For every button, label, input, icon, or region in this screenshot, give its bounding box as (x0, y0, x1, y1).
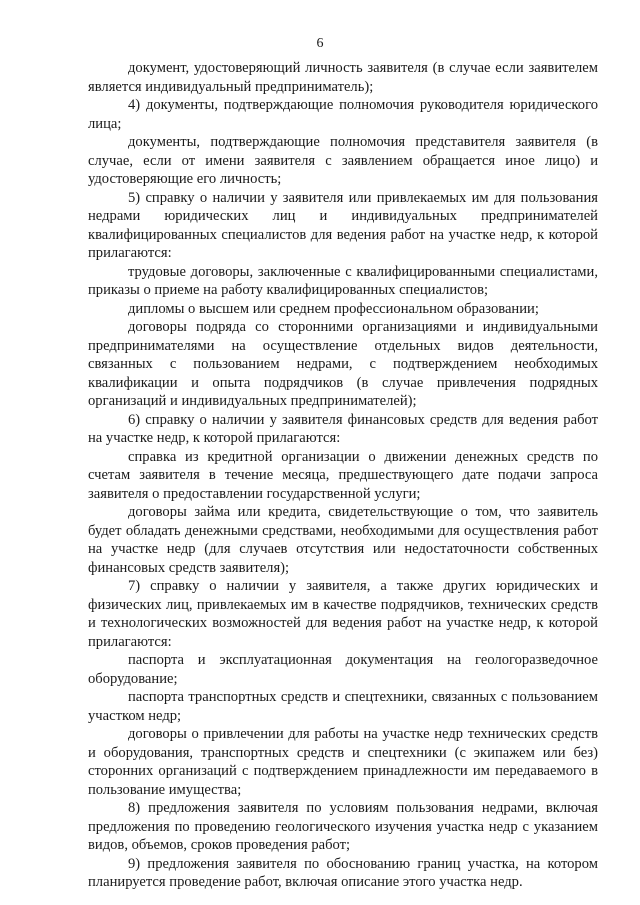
paragraph-applicant-identity-document: документ, удостоверяющий личность заявителя (в случае если заявителем является индивидуальный предприниматель); (88, 60, 598, 95)
paragraph-item-9-boundary-proposals: 9) предложения заявителя по обоснованию границ участка, на котором планируется проведение работ, включая описание этого участка недр. (88, 855, 598, 890)
document-body (88, 59, 598, 892)
paragraph-employment-contracts: трудовые договоры, заключенные с квалифицированными специалистами, приказы о приеме на работу квалифицированных специалистов; (88, 263, 598, 298)
paragraph-subcontract-agreements: договоры подряда со сторонними организациями и индивидуальными предпринимателями на осуществление отдельных видов деятельности, связанных с пользованием недрами, с подтверждением необходимых квалификации и опыта подрядчиков (в случае привлечения подрядных организаций и индивидуальных предпринимателей); (88, 319, 598, 409)
paragraph-item-7-technical-means-certificate: 7) справку о наличии у заявителя, а также других юридических и физических лиц, привлекаемых им в качестве подрядчиков, технических средств и технологических возможностей для ведения работ на участке недр, к которой прилагаются: (88, 578, 598, 650)
paragraph-representative-authority: документы, подтверждающие полномочия представителя заявителя (в случае, если от имени заявителя с заявлением обращается иное лицо) и удостоверяющие его личность; (88, 134, 598, 187)
paragraph-equipment-contracts: договоры о привлечении для работы на участке недр технических средств и оборудования, транспортных средств и спецтехники (с экипажем или без) сторонних организаций с подтверждением принадлежности им передаваемого в пользование имущества; (88, 726, 598, 798)
paragraph-loan-agreements: договоры займа или кредита, свидетельствующие о том, что заявитель будет обладать денежными средствами, необходимыми для осуществления работ на участке недр (для случаев отсутствия или недостаточности собственных финансовых средств заявителя); (88, 504, 598, 576)
paragraph-item-4-head-authority: 4) документы, подтверждающие полномочия руководителя юридического лица; (88, 97, 598, 132)
paragraph-equipment-passports: паспорта и эксплуатационная документация на геологоразведочное оборудование; (88, 652, 598, 687)
paragraph-item-6-financial-certificate: 6) справку о наличии у заявителя финансовых средств для ведения работ на участке недр, к которой прилагаются: (88, 411, 598, 446)
paragraph-diplomas: дипломы о высшем или среднем профессиональном образовании; (128, 300, 539, 317)
paragraph-bank-statement: справка из кредитной организации о движении денежных средств по счетам заявителя в течение месяца, предшествующего дате подачи запроса заявителя о предоставлении государственной услуги; (88, 448, 598, 502)
page-number: 6 (316, 36, 324, 51)
paragraph-item-8-usage-proposals: 8) предложения заявителя по условиям пользования недрами, включая предложения по проведению геологического изучения участка недр с указанием видов, объемов, сроков проведения работ; (88, 800, 598, 853)
paragraph-vehicle-passports: паспорта транспортных средств и спецтехники, связанных с пользованием участком недр; (88, 689, 598, 724)
paragraph-item-5-specialists-certificate: 5) справку о наличии у заявителя или привлекаемых им для пользования недрами юридических лиц и индивидуальных предпринимателей квалифицированных специалистов для ведения работ на участке недр, к которой прилагаются: (88, 189, 598, 261)
